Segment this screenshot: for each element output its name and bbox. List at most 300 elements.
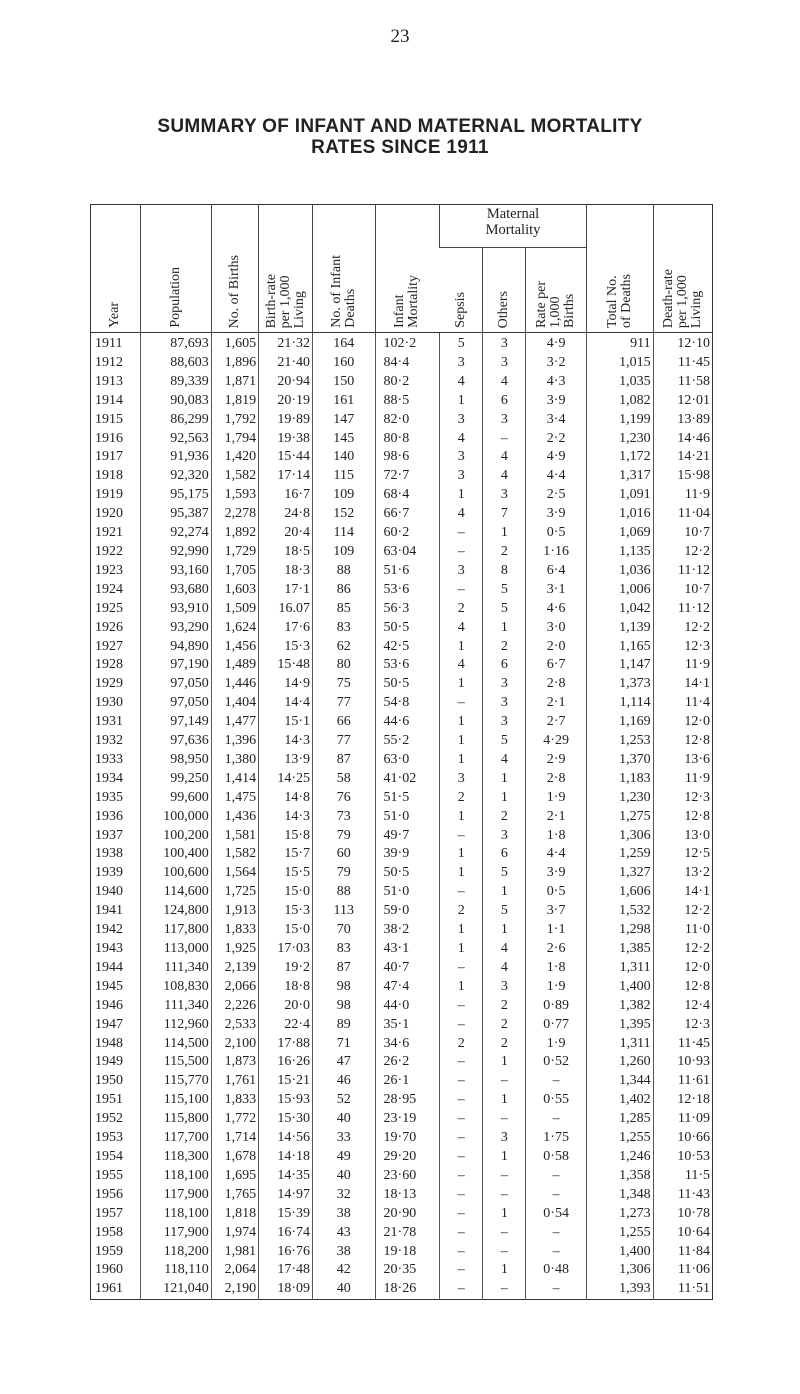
table-row bbox=[91, 751, 713, 770]
cell-maternal-rate: – bbox=[526, 1072, 586, 1091]
cell-infant-deaths: 161 bbox=[313, 392, 376, 411]
cell-sepsis: – bbox=[440, 883, 483, 902]
table-row bbox=[91, 600, 713, 619]
cell-sepsis: 1 bbox=[440, 675, 483, 694]
cell-infant-deaths: 98 bbox=[313, 978, 376, 997]
cell-sepsis: 1 bbox=[440, 940, 483, 959]
cell-birth-rate: 21·32 bbox=[259, 333, 313, 354]
cell-sepsis: 4 bbox=[440, 619, 483, 638]
cell-infant-mortality: 23·19 bbox=[375, 1110, 440, 1129]
page-title bbox=[0, 116, 800, 158]
cell-year: 1923 bbox=[95, 562, 123, 578]
cell-others: 4 bbox=[483, 959, 526, 978]
cell-infant-mortality: 66·7 bbox=[375, 505, 440, 524]
cell-death-rate: 13·89 bbox=[653, 411, 712, 430]
table-row bbox=[91, 1110, 713, 1129]
cell-infant-mortality: 26·1 bbox=[375, 1072, 440, 1091]
cell-death-rate: 12·2 bbox=[653, 940, 712, 959]
cell-infant-deaths: 150 bbox=[313, 373, 376, 392]
cell-death-rate: 14·21 bbox=[653, 448, 712, 467]
cell-maternal-rate: 0·5 bbox=[526, 524, 586, 543]
cell-maternal-rate: 1·16 bbox=[526, 543, 586, 562]
table-row bbox=[91, 808, 713, 827]
cell-sepsis: – bbox=[440, 1224, 483, 1243]
cell-infant-mortality: 43·1 bbox=[375, 940, 440, 959]
cell-total-deaths: 1,370 bbox=[586, 751, 653, 770]
cell-others: 1 bbox=[483, 789, 526, 808]
cell-infant-mortality: 41·02 bbox=[375, 770, 440, 789]
cell-sepsis: – bbox=[440, 1072, 483, 1091]
table-row bbox=[91, 392, 713, 411]
cell-total-deaths: 1,091 bbox=[586, 486, 653, 505]
cell-total-deaths: 1,306 bbox=[586, 827, 653, 846]
cell-maternal-rate: 2·5 bbox=[526, 486, 586, 505]
cell-infant-mortality: 54·8 bbox=[375, 694, 440, 713]
cell-births: 1,792 bbox=[211, 411, 258, 430]
cell-births: 2,190 bbox=[211, 1280, 258, 1299]
cell-total-deaths: 1,311 bbox=[586, 1035, 653, 1054]
cell-maternal-rate: 1·9 bbox=[526, 789, 586, 808]
cell-birth-rate: 14·56 bbox=[259, 1129, 313, 1148]
cell-death-rate: 11·4 bbox=[653, 694, 712, 713]
cell-births: 1,582 bbox=[211, 845, 258, 864]
cell-total-deaths: 1,358 bbox=[586, 1167, 653, 1186]
cell-others: 5 bbox=[483, 902, 526, 921]
cell-sepsis: – bbox=[440, 1016, 483, 1035]
cell-population: 93,290 bbox=[140, 619, 211, 638]
cell-birth-rate: 20·94 bbox=[259, 373, 313, 392]
cell-population: 86,299 bbox=[140, 411, 211, 430]
cell-sepsis: 3 bbox=[440, 354, 483, 373]
cell-maternal-rate: 1·9 bbox=[526, 1035, 586, 1054]
cell-birth-rate: 17·48 bbox=[259, 1261, 313, 1280]
cell-year: 1958 bbox=[95, 1224, 123, 1240]
cell-maternal-rate: 4·3 bbox=[526, 373, 586, 392]
cell-total-deaths: 911 bbox=[586, 333, 653, 354]
cell-birth-rate: 16·26 bbox=[259, 1053, 313, 1072]
cell-birth-rate: 18·3 bbox=[259, 562, 313, 581]
cell-infant-deaths: 46 bbox=[313, 1072, 376, 1091]
header-rate: Rate per 1,000 Births bbox=[526, 248, 586, 333]
cell-population: 89,339 bbox=[140, 373, 211, 392]
cell-infant-mortality: 20·35 bbox=[375, 1261, 440, 1280]
cell-births: 1,974 bbox=[211, 1224, 258, 1243]
cell-births: 1,581 bbox=[211, 827, 258, 846]
cell-population: 118,300 bbox=[140, 1148, 211, 1167]
cell-total-deaths: 1,147 bbox=[586, 656, 653, 675]
cell-maternal-rate: 2·1 bbox=[526, 808, 586, 827]
cell-maternal-rate: 2·6 bbox=[526, 940, 586, 959]
cell-total-deaths: 1,259 bbox=[586, 845, 653, 864]
header-sepsis: Sepsis bbox=[440, 248, 483, 333]
cell-population: 93,680 bbox=[140, 581, 211, 600]
cell-maternal-rate: 3·1 bbox=[526, 581, 586, 600]
cell-sepsis: 1 bbox=[440, 808, 483, 827]
cell-population: 115,100 bbox=[140, 1091, 211, 1110]
cell-infant-deaths: 109 bbox=[313, 486, 376, 505]
cell-year: 1939 bbox=[95, 865, 123, 881]
cell-total-deaths: 1,275 bbox=[586, 808, 653, 827]
cell-others: 4 bbox=[483, 751, 526, 770]
cell-others: 2 bbox=[483, 808, 526, 827]
cell-birth-rate: 17·03 bbox=[259, 940, 313, 959]
cell-births: 1,582 bbox=[211, 467, 258, 486]
cell-others: 4 bbox=[483, 448, 526, 467]
cell-infant-deaths: 40 bbox=[313, 1280, 376, 1299]
cell-death-rate: 12·2 bbox=[653, 902, 712, 921]
cell-birth-rate: 15·7 bbox=[259, 845, 313, 864]
cell-births: 1,475 bbox=[211, 789, 258, 808]
cell-others: 3 bbox=[483, 713, 526, 732]
cell-births: 1,794 bbox=[211, 430, 258, 449]
cell-year: 1927 bbox=[95, 638, 123, 654]
cell-death-rate: 13·0 bbox=[653, 827, 712, 846]
cell-year: 1916 bbox=[95, 430, 123, 446]
cell-birth-rate: 21·40 bbox=[259, 354, 313, 373]
cell-maternal-rate: 3·4 bbox=[526, 411, 586, 430]
cell-death-rate: 11·84 bbox=[653, 1243, 712, 1262]
cell-population: 117,800 bbox=[140, 921, 211, 940]
cell-infant-mortality: 82·0 bbox=[375, 411, 440, 430]
cell-births: 1,729 bbox=[211, 543, 258, 562]
cell-sepsis: – bbox=[440, 581, 483, 600]
table-row bbox=[91, 1053, 713, 1072]
cell-birth-rate: 15·3 bbox=[259, 902, 313, 921]
cell-birth-rate: 14·97 bbox=[259, 1186, 313, 1205]
cell-infant-mortality: 21·78 bbox=[375, 1224, 440, 1243]
cell-births: 1,477 bbox=[211, 713, 258, 732]
cell-total-deaths: 1,255 bbox=[586, 1224, 653, 1243]
cell-population: 118,100 bbox=[140, 1205, 211, 1224]
cell-maternal-rate: – bbox=[526, 1280, 586, 1299]
cell-maternal-rate: 1·9 bbox=[526, 978, 586, 997]
cell-population: 111,340 bbox=[140, 997, 211, 1016]
cell-infant-deaths: 98 bbox=[313, 997, 376, 1016]
cell-year: 1955 bbox=[95, 1167, 123, 1183]
cell-sepsis: – bbox=[440, 1261, 483, 1280]
cell-maternal-rate: 2·9 bbox=[526, 751, 586, 770]
cell-total-deaths: 1,606 bbox=[586, 883, 653, 902]
cell-sepsis: – bbox=[440, 543, 483, 562]
cell-death-rate: 11·0 bbox=[653, 921, 712, 940]
cell-maternal-rate: 3·7 bbox=[526, 902, 586, 921]
cell-year: 1959 bbox=[95, 1243, 123, 1259]
cell-infant-mortality: 51·0 bbox=[375, 808, 440, 827]
cell-birth-rate: 13·9 bbox=[259, 751, 313, 770]
cell-year: 1953 bbox=[95, 1130, 123, 1146]
cell-infant-deaths: 40 bbox=[313, 1167, 376, 1186]
table-row bbox=[91, 1016, 713, 1035]
cell-birth-rate: 16·7 bbox=[259, 486, 313, 505]
cell-maternal-rate: 0·48 bbox=[526, 1261, 586, 1280]
cell-maternal-rate: 0·52 bbox=[526, 1053, 586, 1072]
cell-sepsis: – bbox=[440, 694, 483, 713]
cell-infant-deaths: 32 bbox=[313, 1186, 376, 1205]
cell-others: 3 bbox=[483, 354, 526, 373]
cell-births: 1,725 bbox=[211, 883, 258, 902]
cell-maternal-rate: 3·9 bbox=[526, 392, 586, 411]
cell-population: 124,800 bbox=[140, 902, 211, 921]
table-row bbox=[91, 1091, 713, 1110]
cell-death-rate: 11·06 bbox=[653, 1261, 712, 1280]
cell-maternal-rate: – bbox=[526, 1167, 586, 1186]
cell-birth-rate: 15·0 bbox=[259, 883, 313, 902]
cell-birth-rate: 20·0 bbox=[259, 997, 313, 1016]
cell-year: 1951 bbox=[95, 1092, 123, 1108]
cell-sepsis: 3 bbox=[440, 467, 483, 486]
cell-population: 117,900 bbox=[140, 1186, 211, 1205]
cell-death-rate: 12·3 bbox=[653, 789, 712, 808]
cell-death-rate: 12·4 bbox=[653, 997, 712, 1016]
cell-sepsis: 1 bbox=[440, 392, 483, 411]
cell-total-deaths: 1,400 bbox=[586, 978, 653, 997]
cell-death-rate: 12·10 bbox=[653, 333, 712, 354]
page-number: 23 bbox=[390, 26, 410, 47]
cell-infant-mortality: 42·5 bbox=[375, 638, 440, 657]
cell-infant-deaths: 164 bbox=[313, 333, 376, 354]
table-row bbox=[91, 656, 713, 675]
cell-sepsis: 2 bbox=[440, 789, 483, 808]
cell-birth-rate: 17·88 bbox=[259, 1035, 313, 1054]
cell-maternal-rate: 1·1 bbox=[526, 921, 586, 940]
cell-sepsis: 3 bbox=[440, 448, 483, 467]
cell-population: 97,636 bbox=[140, 732, 211, 751]
cell-total-deaths: 1,230 bbox=[586, 430, 653, 449]
cell-infant-mortality: 84·4 bbox=[375, 354, 440, 373]
cell-population: 117,700 bbox=[140, 1129, 211, 1148]
cell-sepsis: – bbox=[440, 1167, 483, 1186]
cell-sepsis: 1 bbox=[440, 732, 483, 751]
cell-infant-deaths: 87 bbox=[313, 959, 376, 978]
cell-infant-deaths: 109 bbox=[313, 543, 376, 562]
cell-maternal-rate: 3·9 bbox=[526, 864, 586, 883]
cell-sepsis: 3 bbox=[440, 770, 483, 789]
cell-others: 3 bbox=[483, 675, 526, 694]
cell-infant-deaths: 47 bbox=[313, 1053, 376, 1072]
mortality-table bbox=[90, 204, 713, 1300]
cell-population: 113,000 bbox=[140, 940, 211, 959]
cell-total-deaths: 1,135 bbox=[586, 543, 653, 562]
cell-birth-rate: 17·14 bbox=[259, 467, 313, 486]
cell-births: 1,871 bbox=[211, 373, 258, 392]
table-row bbox=[91, 1224, 713, 1243]
table-row bbox=[91, 1261, 713, 1280]
cell-infant-mortality: 40·7 bbox=[375, 959, 440, 978]
cell-infant-mortality: 56·3 bbox=[375, 600, 440, 619]
table-row bbox=[91, 1186, 713, 1205]
cell-population: 92,563 bbox=[140, 430, 211, 449]
cell-others: 1 bbox=[483, 770, 526, 789]
cell-total-deaths: 1,393 bbox=[586, 1280, 653, 1299]
cell-death-rate: 13·6 bbox=[653, 751, 712, 770]
cell-sepsis: – bbox=[440, 959, 483, 978]
cell-total-deaths: 1,260 bbox=[586, 1053, 653, 1072]
title-line-2: RATES SINCE 1911 bbox=[311, 137, 489, 158]
cell-births: 1,714 bbox=[211, 1129, 258, 1148]
header-maternal-mortality: Maternal Mortality bbox=[440, 205, 587, 248]
cell-year: 1914 bbox=[95, 392, 123, 408]
cell-total-deaths: 1,400 bbox=[586, 1243, 653, 1262]
cell-births: 1,380 bbox=[211, 751, 258, 770]
cell-others: 2 bbox=[483, 997, 526, 1016]
table-row bbox=[91, 1035, 713, 1054]
cell-maternal-rate: 1·75 bbox=[526, 1129, 586, 1148]
table-row bbox=[91, 411, 713, 430]
cell-total-deaths: 1,402 bbox=[586, 1091, 653, 1110]
cell-others: 8 bbox=[483, 562, 526, 581]
cell-maternal-rate: 0·89 bbox=[526, 997, 586, 1016]
cell-population: 100,000 bbox=[140, 808, 211, 827]
cell-others: 4 bbox=[483, 940, 526, 959]
cell-infant-mortality: 34·6 bbox=[375, 1035, 440, 1054]
cell-others: 3 bbox=[483, 411, 526, 430]
cell-total-deaths: 1,373 bbox=[586, 675, 653, 694]
cell-total-deaths: 1,006 bbox=[586, 581, 653, 600]
cell-sepsis: – bbox=[440, 1053, 483, 1072]
table-row bbox=[91, 827, 713, 846]
header-birth-rate: Birth-rate per 1,000 Living bbox=[259, 205, 313, 333]
cell-death-rate: 11·58 bbox=[653, 373, 712, 392]
cell-infant-mortality: 50·5 bbox=[375, 619, 440, 638]
cell-others: – bbox=[483, 1224, 526, 1243]
cell-births: 1,624 bbox=[211, 619, 258, 638]
cell-others: 3 bbox=[483, 978, 526, 997]
cell-infant-deaths: 38 bbox=[313, 1243, 376, 1262]
cell-others: 4 bbox=[483, 467, 526, 486]
cell-maternal-rate: 2·7 bbox=[526, 713, 586, 732]
cell-population: 90,083 bbox=[140, 392, 211, 411]
cell-total-deaths: 1,344 bbox=[586, 1072, 653, 1091]
cell-year: 1940 bbox=[95, 884, 123, 900]
cell-death-rate: 12·8 bbox=[653, 732, 712, 751]
cell-year: 1921 bbox=[95, 525, 123, 541]
cell-others: 1 bbox=[483, 883, 526, 902]
cell-infant-mortality: 28·95 bbox=[375, 1091, 440, 1110]
cell-sepsis: – bbox=[440, 524, 483, 543]
cell-maternal-rate: – bbox=[526, 1110, 586, 1129]
cell-total-deaths: 1,169 bbox=[586, 713, 653, 732]
table-row bbox=[91, 959, 713, 978]
cell-maternal-rate: 2·8 bbox=[526, 770, 586, 789]
cell-sepsis: 3 bbox=[440, 411, 483, 430]
cell-sepsis: – bbox=[440, 997, 483, 1016]
cell-year: 1949 bbox=[95, 1054, 123, 1070]
cell-year: 1950 bbox=[95, 1073, 123, 1089]
cell-total-deaths: 1,348 bbox=[586, 1186, 653, 1205]
cell-sepsis: 4 bbox=[440, 656, 483, 675]
cell-death-rate: 14·1 bbox=[653, 883, 712, 902]
cell-population: 117,900 bbox=[140, 1224, 211, 1243]
cell-births: 1,396 bbox=[211, 732, 258, 751]
cell-birth-rate: 22·4 bbox=[259, 1016, 313, 1035]
cell-infant-mortality: 80·2 bbox=[375, 373, 440, 392]
cell-population: 114,600 bbox=[140, 883, 211, 902]
cell-births: 1,446 bbox=[211, 675, 258, 694]
cell-population: 100,600 bbox=[140, 864, 211, 883]
cell-death-rate: 10·53 bbox=[653, 1148, 712, 1167]
cell-infant-mortality: 18·26 bbox=[375, 1280, 440, 1299]
table-row bbox=[91, 845, 713, 864]
cell-infant-deaths: 80 bbox=[313, 656, 376, 675]
cell-births: 1,913 bbox=[211, 902, 258, 921]
cell-population: 108,830 bbox=[140, 978, 211, 997]
table-row bbox=[91, 486, 713, 505]
cell-others: – bbox=[483, 1072, 526, 1091]
cell-sepsis: – bbox=[440, 827, 483, 846]
cell-infant-deaths: 79 bbox=[313, 864, 376, 883]
cell-births: 1,603 bbox=[211, 581, 258, 600]
cell-infant-deaths: 42 bbox=[313, 1261, 376, 1280]
table-row bbox=[91, 770, 713, 789]
cell-total-deaths: 1,114 bbox=[586, 694, 653, 713]
cell-infant-mortality: 51·0 bbox=[375, 883, 440, 902]
cell-death-rate: 11·12 bbox=[653, 562, 712, 581]
cell-birth-rate: 15·44 bbox=[259, 448, 313, 467]
cell-total-deaths: 1,016 bbox=[586, 505, 653, 524]
cell-total-deaths: 1,230 bbox=[586, 789, 653, 808]
cell-death-rate: 12·8 bbox=[653, 978, 712, 997]
cell-others: 1 bbox=[483, 524, 526, 543]
cell-birth-rate: 14·18 bbox=[259, 1148, 313, 1167]
cell-infant-deaths: 76 bbox=[313, 789, 376, 808]
table-row bbox=[91, 1280, 713, 1299]
cell-sepsis: 1 bbox=[440, 845, 483, 864]
cell-others: 3 bbox=[483, 827, 526, 846]
cell-others: 7 bbox=[483, 505, 526, 524]
table-row bbox=[91, 638, 713, 657]
cell-births: 1,564 bbox=[211, 864, 258, 883]
cell-sepsis: 1 bbox=[440, 864, 483, 883]
cell-others: 2 bbox=[483, 1035, 526, 1054]
cell-infant-deaths: 40 bbox=[313, 1110, 376, 1129]
cell-infant-mortality: 53·6 bbox=[375, 581, 440, 600]
cell-total-deaths: 1,532 bbox=[586, 902, 653, 921]
cell-death-rate: 10·66 bbox=[653, 1129, 712, 1148]
cell-maternal-rate: 0·58 bbox=[526, 1148, 586, 1167]
table-row bbox=[91, 373, 713, 392]
cell-infant-mortality: 55·2 bbox=[375, 732, 440, 751]
cell-births: 1,833 bbox=[211, 1091, 258, 1110]
cell-population: 100,200 bbox=[140, 827, 211, 846]
cell-total-deaths: 1,015 bbox=[586, 354, 653, 373]
cell-death-rate: 11·5 bbox=[653, 1167, 712, 1186]
cell-infant-deaths: 75 bbox=[313, 675, 376, 694]
cell-infant-mortality: 80·8 bbox=[375, 430, 440, 449]
cell-sepsis: 1 bbox=[440, 921, 483, 940]
cell-population: 92,320 bbox=[140, 467, 211, 486]
cell-sepsis: – bbox=[440, 1110, 483, 1129]
cell-birth-rate: 16.07 bbox=[259, 600, 313, 619]
cell-year: 1919 bbox=[95, 487, 123, 503]
cell-death-rate: 12·3 bbox=[653, 1016, 712, 1035]
cell-death-rate: 11·9 bbox=[653, 770, 712, 789]
cell-death-rate: 10·78 bbox=[653, 1205, 712, 1224]
header-year: Year bbox=[91, 205, 141, 333]
cell-others: 5 bbox=[483, 581, 526, 600]
cell-infant-deaths: 85 bbox=[313, 600, 376, 619]
cell-total-deaths: 1,246 bbox=[586, 1148, 653, 1167]
cell-infant-deaths: 114 bbox=[313, 524, 376, 543]
cell-year: 1957 bbox=[95, 1205, 123, 1221]
cell-maternal-rate: 0·54 bbox=[526, 1205, 586, 1224]
cell-maternal-rate: – bbox=[526, 1243, 586, 1262]
cell-year: 1931 bbox=[95, 714, 123, 730]
table-row bbox=[91, 430, 713, 449]
cell-population: 93,160 bbox=[140, 562, 211, 581]
cell-maternal-rate: 4·4 bbox=[526, 467, 586, 486]
cell-maternal-rate: 1·8 bbox=[526, 827, 586, 846]
cell-infant-deaths: 70 bbox=[313, 921, 376, 940]
